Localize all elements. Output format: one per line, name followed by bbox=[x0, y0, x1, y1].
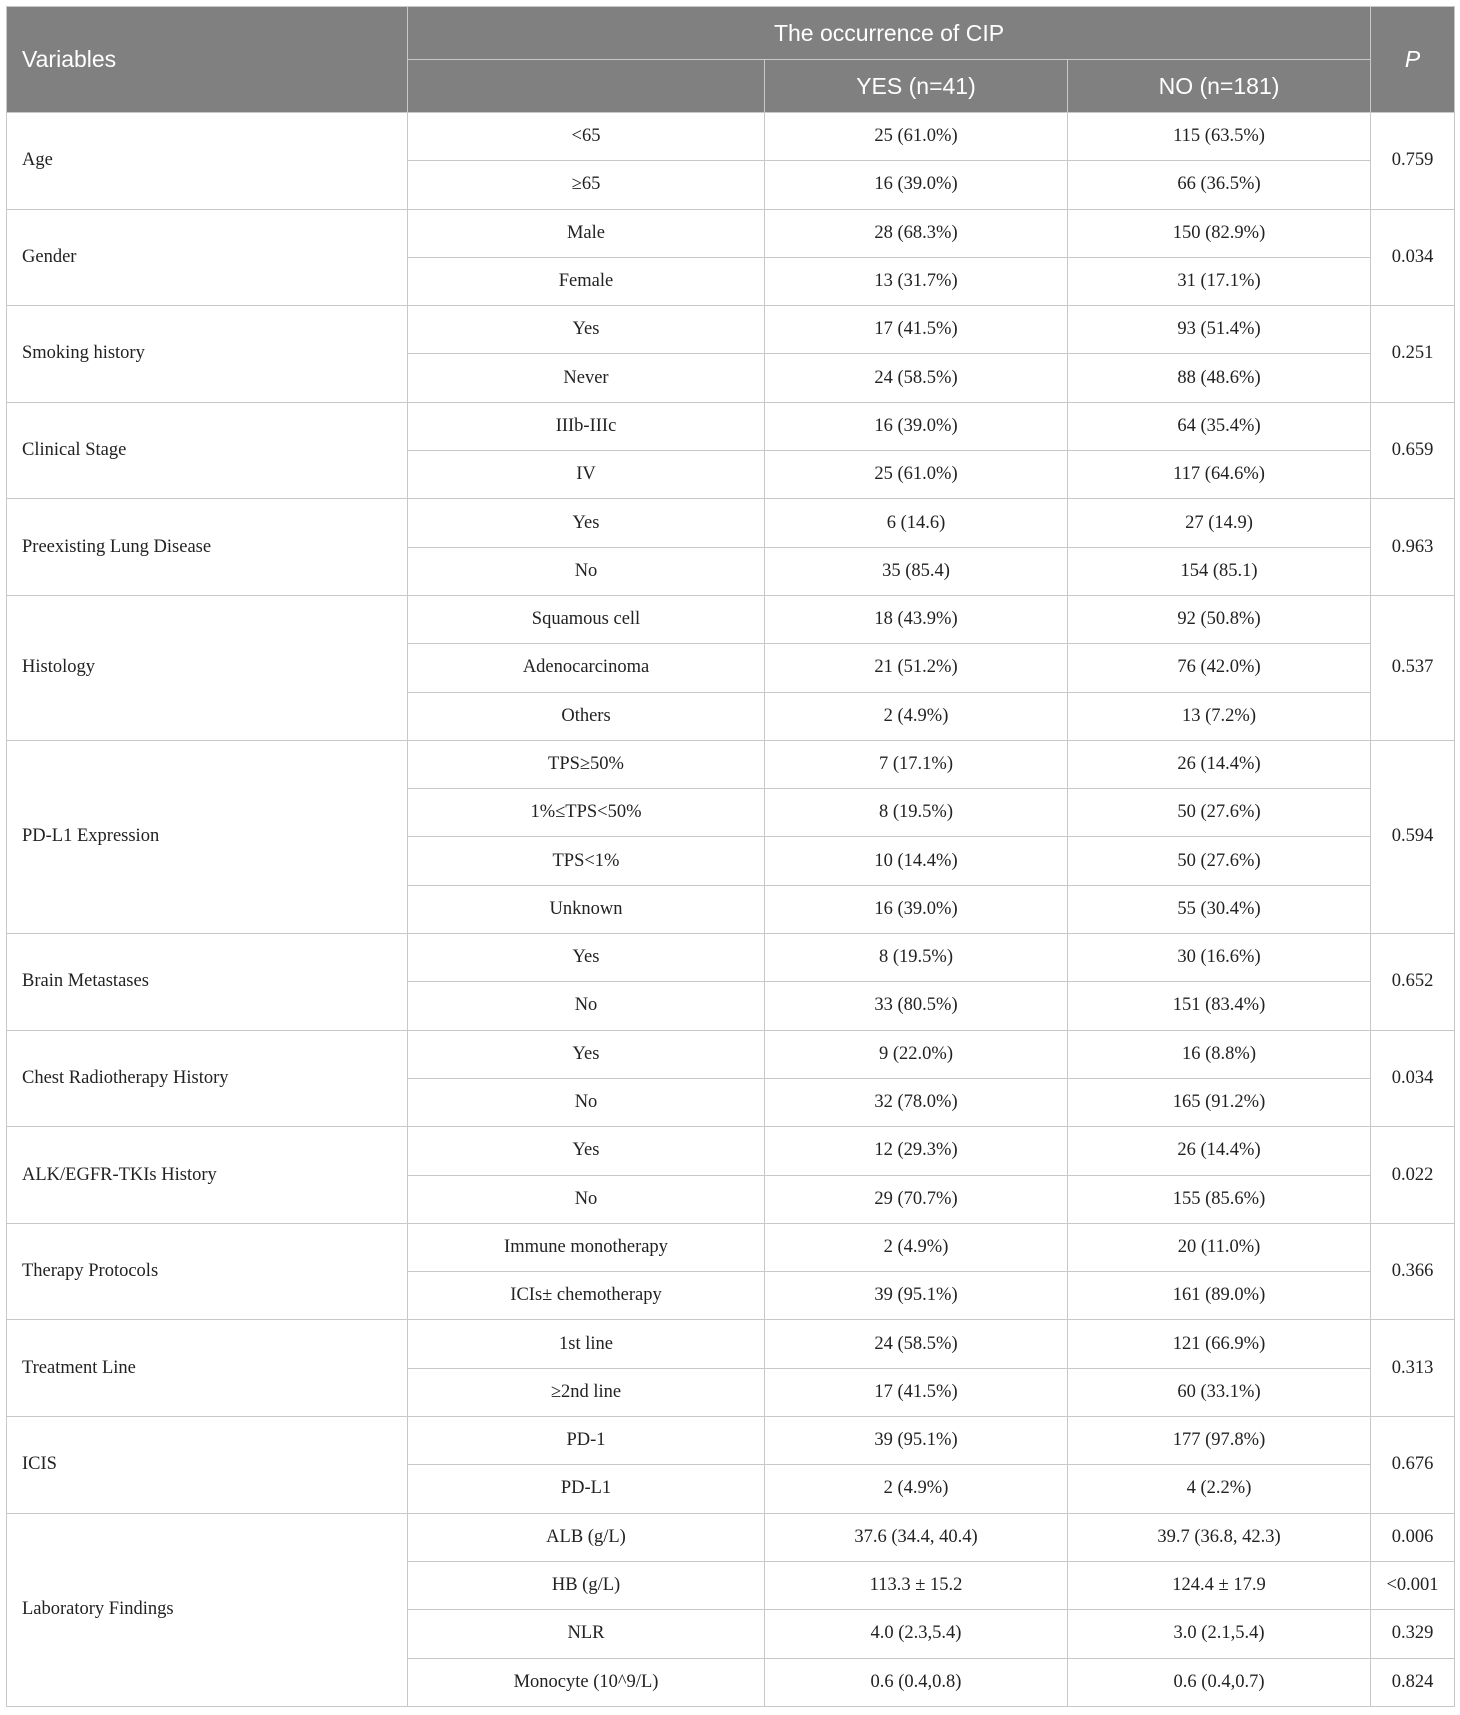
yes-cell: 18 (43.9%) bbox=[765, 595, 1068, 643]
table-row bbox=[7, 1513, 1455, 1561]
header-yes: YES (n=41) bbox=[765, 60, 1068, 113]
table-row bbox=[7, 934, 1455, 982]
cip-characteristics-table bbox=[6, 6, 1455, 1707]
table-row bbox=[7, 1223, 1455, 1271]
level-cell: Adenocarcinoma bbox=[408, 644, 765, 692]
level-cell: Male bbox=[408, 209, 765, 257]
level-cell: No bbox=[408, 1078, 765, 1126]
no-cell: 124.4 ± 17.9 bbox=[1068, 1561, 1371, 1609]
p-value-cell: 0.313 bbox=[1371, 1320, 1455, 1417]
p-value-cell: 0.034 bbox=[1371, 209, 1455, 306]
level-cell: Yes bbox=[408, 306, 765, 354]
variable-name: Clinical Stage bbox=[7, 402, 408, 499]
no-cell: 151 (83.4%) bbox=[1068, 982, 1371, 1030]
yes-cell: 32 (78.0%) bbox=[765, 1078, 1068, 1126]
yes-cell: 24 (58.5%) bbox=[765, 354, 1068, 402]
no-cell: 3.0 (2.1,5.4) bbox=[1068, 1610, 1371, 1658]
variable-name: PD-L1 Expression bbox=[7, 740, 408, 933]
level-cell: <65 bbox=[408, 113, 765, 161]
level-cell: IIIb-IIIc bbox=[408, 402, 765, 450]
level-cell: Never bbox=[408, 354, 765, 402]
yes-cell: 25 (61.0%) bbox=[765, 113, 1068, 161]
p-value-cell: 0.676 bbox=[1371, 1417, 1455, 1514]
yes-cell: 17 (41.5%) bbox=[765, 1368, 1068, 1416]
header-p-value: P bbox=[1371, 7, 1455, 113]
p-value-cell: 0.652 bbox=[1371, 934, 1455, 1031]
variable-name: Smoking history bbox=[7, 306, 408, 403]
yes-cell: 8 (19.5%) bbox=[765, 934, 1068, 982]
yes-cell: 0.6 (0.4,0.8) bbox=[765, 1658, 1068, 1706]
no-cell: 117 (64.6%) bbox=[1068, 451, 1371, 499]
level-cell: PD-1 bbox=[408, 1417, 765, 1465]
no-cell: 121 (66.9%) bbox=[1068, 1320, 1371, 1368]
table-header bbox=[7, 7, 1455, 113]
level-cell: NLR bbox=[408, 1610, 765, 1658]
table-row bbox=[7, 113, 1455, 161]
variable-name: Histology bbox=[7, 595, 408, 740]
level-cell: TPS<1% bbox=[408, 837, 765, 885]
p-value-cell: 0.329 bbox=[1371, 1610, 1455, 1658]
no-cell: 115 (63.5%) bbox=[1068, 113, 1371, 161]
yes-cell: 35 (85.4) bbox=[765, 547, 1068, 595]
yes-cell: 10 (14.4%) bbox=[765, 837, 1068, 885]
level-cell: Squamous cell bbox=[408, 595, 765, 643]
p-value-cell: <0.001 bbox=[1371, 1561, 1455, 1609]
p-value-cell: 0.963 bbox=[1371, 499, 1455, 596]
yes-cell: 6 (14.6) bbox=[765, 499, 1068, 547]
level-cell: Monocyte (10^9/L) bbox=[408, 1658, 765, 1706]
p-value-cell: 0.022 bbox=[1371, 1127, 1455, 1224]
table-row bbox=[7, 1127, 1455, 1175]
variable-name: Brain Metastases bbox=[7, 934, 408, 1031]
table-row bbox=[7, 306, 1455, 354]
yes-cell: 39 (95.1%) bbox=[765, 1417, 1068, 1465]
no-cell: 16 (8.8%) bbox=[1068, 1030, 1371, 1078]
level-cell: 1%≤TPS<50% bbox=[408, 789, 765, 837]
level-cell: Yes bbox=[408, 1030, 765, 1078]
level-cell: IV bbox=[408, 451, 765, 499]
level-cell: No bbox=[408, 1175, 765, 1223]
no-cell: 27 (14.9) bbox=[1068, 499, 1371, 547]
no-cell: 26 (14.4%) bbox=[1068, 1127, 1371, 1175]
no-cell: 76 (42.0%) bbox=[1068, 644, 1371, 692]
no-cell: 39.7 (36.8, 42.3) bbox=[1068, 1513, 1371, 1561]
no-cell: 55 (30.4%) bbox=[1068, 885, 1371, 933]
table-row bbox=[7, 209, 1455, 257]
variable-name: Treatment Line bbox=[7, 1320, 408, 1417]
p-value-cell: 0.251 bbox=[1371, 306, 1455, 403]
yes-cell: 33 (80.5%) bbox=[765, 982, 1068, 1030]
yes-cell: 113.3 ± 15.2 bbox=[765, 1561, 1068, 1609]
level-cell: HB (g/L) bbox=[408, 1561, 765, 1609]
no-cell: 0.6 (0.4,0.7) bbox=[1068, 1658, 1371, 1706]
header-variables: Variables bbox=[7, 7, 408, 113]
table-row bbox=[7, 1320, 1455, 1368]
no-cell: 93 (51.4%) bbox=[1068, 306, 1371, 354]
variable-name: ICIS bbox=[7, 1417, 408, 1514]
variable-name: ALK/EGFR-TKIs History bbox=[7, 1127, 408, 1224]
level-cell: ALB (g/L) bbox=[408, 1513, 765, 1561]
no-cell: 154 (85.1) bbox=[1068, 547, 1371, 595]
no-cell: 50 (27.6%) bbox=[1068, 789, 1371, 837]
table-body bbox=[7, 113, 1455, 1707]
no-cell: 177 (97.8%) bbox=[1068, 1417, 1371, 1465]
table-container bbox=[6, 6, 1454, 1707]
table-row bbox=[7, 1417, 1455, 1465]
no-cell: 161 (89.0%) bbox=[1068, 1272, 1371, 1320]
yes-cell: 29 (70.7%) bbox=[765, 1175, 1068, 1223]
level-cell: Yes bbox=[408, 499, 765, 547]
variable-name: Age bbox=[7, 113, 408, 210]
no-cell: 64 (35.4%) bbox=[1068, 402, 1371, 450]
header-no: NO (n=181) bbox=[1068, 60, 1371, 113]
yes-cell: 2 (4.9%) bbox=[765, 1465, 1068, 1513]
no-cell: 4 (2.2%) bbox=[1068, 1465, 1371, 1513]
p-value-cell: 0.594 bbox=[1371, 740, 1455, 933]
no-cell: 88 (48.6%) bbox=[1068, 354, 1371, 402]
level-cell: Immune monotherapy bbox=[408, 1223, 765, 1271]
variable-name: Laboratory Findings bbox=[7, 1513, 408, 1706]
no-cell: 66 (36.5%) bbox=[1068, 161, 1371, 209]
level-cell: PD-L1 bbox=[408, 1465, 765, 1513]
p-value-cell: 0.006 bbox=[1371, 1513, 1455, 1561]
level-cell: Female bbox=[408, 257, 765, 305]
yes-cell: 7 (17.1%) bbox=[765, 740, 1068, 788]
yes-cell: 13 (31.7%) bbox=[765, 257, 1068, 305]
level-cell: 1st line bbox=[408, 1320, 765, 1368]
yes-cell: 4.0 (2.3,5.4) bbox=[765, 1610, 1068, 1658]
no-cell: 155 (85.6%) bbox=[1068, 1175, 1371, 1223]
level-cell: TPS≥50% bbox=[408, 740, 765, 788]
yes-cell: 16 (39.0%) bbox=[765, 885, 1068, 933]
no-cell: 50 (27.6%) bbox=[1068, 837, 1371, 885]
yes-cell: 24 (58.5%) bbox=[765, 1320, 1068, 1368]
yes-cell: 12 (29.3%) bbox=[765, 1127, 1068, 1175]
yes-cell: 16 (39.0%) bbox=[765, 161, 1068, 209]
level-cell: No bbox=[408, 547, 765, 595]
table-row bbox=[7, 1030, 1455, 1078]
header-occurrence: The occurrence of CIP bbox=[408, 7, 1371, 60]
yes-cell: 2 (4.9%) bbox=[765, 1223, 1068, 1271]
p-value-cell: 0.366 bbox=[1371, 1223, 1455, 1320]
level-cell: Yes bbox=[408, 934, 765, 982]
yes-cell: 2 (4.9%) bbox=[765, 692, 1068, 740]
p-value-cell: 0.659 bbox=[1371, 402, 1455, 499]
level-cell: Yes bbox=[408, 1127, 765, 1175]
p-value-cell: 0.034 bbox=[1371, 1030, 1455, 1127]
yes-cell: 9 (22.0%) bbox=[765, 1030, 1068, 1078]
yes-cell: 21 (51.2%) bbox=[765, 644, 1068, 692]
no-cell: 13 (7.2%) bbox=[1068, 692, 1371, 740]
no-cell: 31 (17.1%) bbox=[1068, 257, 1371, 305]
no-cell: 150 (82.9%) bbox=[1068, 209, 1371, 257]
no-cell: 26 (14.4%) bbox=[1068, 740, 1371, 788]
p-value-cell: 0.759 bbox=[1371, 113, 1455, 210]
table-row bbox=[7, 595, 1455, 643]
p-value-cell: 0.824 bbox=[1371, 1658, 1455, 1706]
yes-cell: 37.6 (34.4, 40.4) bbox=[765, 1513, 1068, 1561]
level-cell: No bbox=[408, 982, 765, 1030]
level-cell: ≥2nd line bbox=[408, 1368, 765, 1416]
level-cell: Others bbox=[408, 692, 765, 740]
yes-cell: 16 (39.0%) bbox=[765, 402, 1068, 450]
variable-name: Gender bbox=[7, 209, 408, 306]
level-cell: Unknown bbox=[408, 885, 765, 933]
no-cell: 92 (50.8%) bbox=[1068, 595, 1371, 643]
variable-name: Chest Radiotherapy History bbox=[7, 1030, 408, 1127]
level-cell: ICIs± chemotherapy bbox=[408, 1272, 765, 1320]
table-row bbox=[7, 499, 1455, 547]
variable-name: Preexisting Lung Disease bbox=[7, 499, 408, 596]
table-row bbox=[7, 740, 1455, 788]
no-cell: 165 (91.2%) bbox=[1068, 1078, 1371, 1126]
yes-cell: 17 (41.5%) bbox=[765, 306, 1068, 354]
variable-name: Therapy Protocols bbox=[7, 1223, 408, 1320]
yes-cell: 28 (68.3%) bbox=[765, 209, 1068, 257]
no-cell: 60 (33.1%) bbox=[1068, 1368, 1371, 1416]
header-blank bbox=[408, 60, 765, 113]
yes-cell: 25 (61.0%) bbox=[765, 451, 1068, 499]
yes-cell: 39 (95.1%) bbox=[765, 1272, 1068, 1320]
yes-cell: 8 (19.5%) bbox=[765, 789, 1068, 837]
level-cell: ≥65 bbox=[408, 161, 765, 209]
no-cell: 20 (11.0%) bbox=[1068, 1223, 1371, 1271]
p-value-cell: 0.537 bbox=[1371, 595, 1455, 740]
table-row bbox=[7, 402, 1455, 450]
no-cell: 30 (16.6%) bbox=[1068, 934, 1371, 982]
